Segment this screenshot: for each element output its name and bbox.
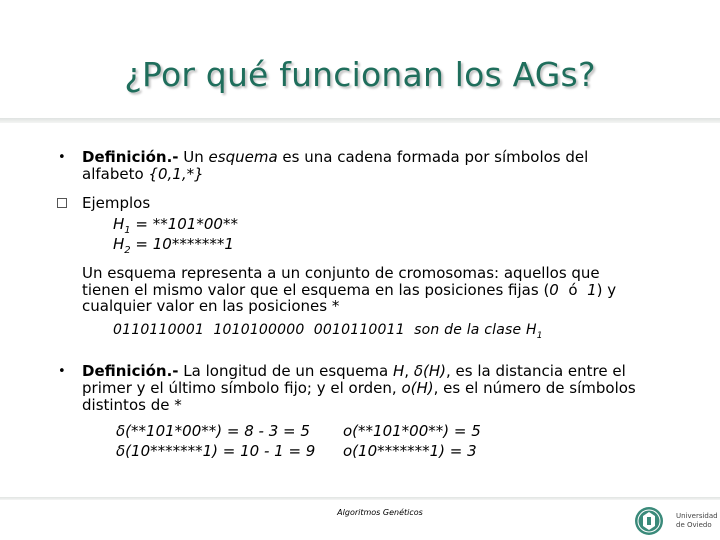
schema-representation-line3: cualquier valor en las posiciones *: [82, 297, 340, 315]
definition-schema-line2: alfabeto {0,1,*}: [82, 165, 204, 183]
formula-order-1: o(**101*00**) = 5: [343, 422, 481, 440]
title-divider: [0, 118, 720, 123]
checkbox-bullet-icon: [57, 198, 67, 208]
schema-representation-line1: Un esquema representa a un conjunto de cromosomas: aquellos que: [82, 264, 600, 282]
footer-divider: [0, 497, 720, 500]
chromosome-examples: 0110110001 1010100000 0010110011 son de la clase $H_1$: [113, 322, 543, 341]
definition-length-line3: distintos de *: [82, 396, 182, 414]
chromosome-1: 0110110001: [113, 322, 205, 338]
chromosome-2: 1010100000: [213, 322, 305, 338]
university-seal-icon: [632, 506, 666, 540]
schema-representation-line2: tienen el mismo valor que el esquema en las posiciones fijas (0 ó 1) y: [82, 281, 617, 299]
slide-title: ¿Por qué funcionan los AGs?: [124, 55, 596, 94]
bullet: •: [58, 364, 66, 379]
footer-text: Algoritmos Genéticos: [337, 508, 423, 517]
definition-schema-line1: Definición.- Un esquema es una cadena formada por símbolos del: [82, 148, 589, 166]
formula-order-2: o(10*******1) = 3: [343, 442, 477, 460]
example-h2: $H_2 = 10*******1$: [113, 235, 234, 256]
bullet: •: [58, 150, 66, 165]
definition-length-line2: primer y el último símbolo fijo; y el orden, o(H), es el número de símbolos: [82, 379, 636, 397]
examples-heading: Ejemplos: [82, 194, 151, 212]
formula-length-1: δ(**101*00**) = 8 - 3 = 5: [116, 422, 310, 440]
formula-length-2: δ(10*******1) = 10 - 1 = 9: [116, 442, 316, 460]
definition-length-line1: Definición.- La longitud de un esquema H, δ(H), es la distancia entre el: [82, 362, 626, 380]
chromosome-3: 0010110011: [313, 322, 405, 338]
university-name: Universidad de Oviedo: [676, 512, 718, 529]
example-h1: $H_1 = **101*00**$: [113, 215, 238, 236]
